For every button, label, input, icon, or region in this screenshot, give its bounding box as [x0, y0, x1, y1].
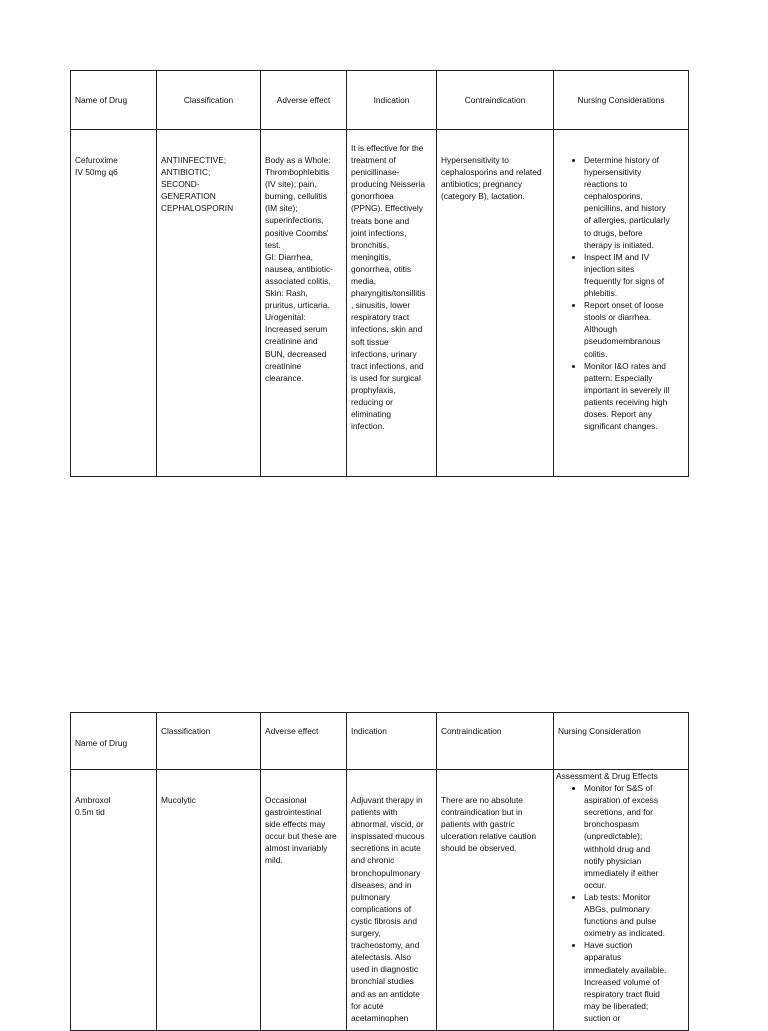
text-line: nausea, antibiotic-: [265, 263, 333, 274]
cell-adverse-effect: [261, 770, 347, 1031]
cell-classification: [157, 130, 261, 477]
header-indication: Indication: [347, 71, 437, 130]
text-line: pharyngitis/tonsillitis: [351, 288, 426, 299]
text-line: media,: [351, 276, 377, 287]
text-line: creatinine: [265, 360, 302, 371]
text-line: cephalosporins and related: [441, 167, 542, 178]
header-nursing-consideration: Nursing Consideration: [554, 713, 689, 770]
text-line: Adjuvant therapy in: [351, 795, 423, 805]
text-line: soft tissue: [351, 336, 389, 347]
cell-adverse-effect: [261, 130, 347, 477]
text-line: meningitis,: [351, 251, 392, 262]
text-line: GENERATION: [161, 191, 216, 202]
text-line: and chronic: [351, 855, 395, 866]
text-line: Increased serum: [265, 324, 328, 335]
text-line: bronchial studies: [351, 976, 414, 987]
text-line: and as an antidote: [351, 988, 420, 999]
text-line: (PPNG). Effectively: [351, 203, 423, 214]
text-line: patients with gastric: [441, 819, 515, 830]
table-header-row: [71, 71, 689, 130]
nursing-section-title: Assessment & Drug Effects: [556, 771, 658, 781]
table-header-row: [71, 713, 689, 770]
text-line: ANTIBIOTIC;: [161, 167, 211, 178]
list-item: • Determine history of hypersensitivity reactions to cephalosporins, penicillins, and history of allergies, particularly to drugs, before therapy is initiated.: [584, 154, 684, 251]
text-line: SECOND-: [161, 179, 200, 190]
drug-table-ambroxol: [70, 712, 689, 1031]
text-line: bronchitis,: [351, 239, 390, 250]
cell-classification: [157, 770, 261, 1031]
text-line: is used for surgical: [351, 372, 421, 383]
text-line: , sinusitis, lower: [351, 300, 411, 311]
text-line: reducing or: [351, 396, 393, 407]
text-line: infection.: [351, 421, 385, 432]
text-line: diseases, and in: [351, 879, 412, 890]
text-line: gonorrhoea: [351, 191, 394, 202]
cell-drug-name: [71, 130, 157, 477]
header-contraindication: Contraindication: [437, 71, 554, 130]
table-row: [71, 770, 689, 1031]
list-item: • Monitor for S&S of aspiration of excess secretions, and for bronchospasm (unpredictable); withhold drug and notify physician immediately if either occur.: [584, 782, 684, 891]
text-line: penicillinase-: [351, 167, 400, 178]
text-line: (IM site);: [265, 203, 298, 214]
text-line: GI: Diarrhea,: [265, 251, 313, 262]
text-line: eliminating: [351, 409, 392, 420]
text-line: cystic fibrosis and: [351, 915, 418, 926]
cell-contraindication: [437, 770, 554, 1031]
text-line: surgery,: [351, 928, 381, 939]
text-line: for acute: [351, 1000, 384, 1011]
cell-drug-name: [71, 770, 157, 1031]
text-line: mild.: [265, 855, 283, 866]
text-line: Ambroxol: [75, 795, 111, 805]
text-line: test.: [265, 239, 281, 250]
text-line: side effects may: [265, 819, 326, 830]
header-contraindication: Contraindication: [437, 713, 554, 770]
text-line: bronchopulmonary: [351, 867, 421, 878]
text-line: positive Coombs': [265, 227, 329, 238]
header-adverse-effect: Adverse effect: [261, 71, 347, 130]
drug-table-cefuroxime: [70, 70, 689, 477]
text-line: Occasional: [265, 795, 307, 805]
text-line: pulmonary: [351, 891, 391, 902]
list-item: • Lab tests: Monitor ABGs, pulmonary functions and pulse oximetry as indicated.: [584, 891, 684, 939]
list-item: • Report onset of loose stools or diarrhea. Although pseudomembranous colitis.: [584, 299, 684, 359]
text-line: respiratory tract: [351, 312, 410, 323]
header-indication: Indication: [347, 713, 437, 770]
header-classification: Classification: [157, 71, 261, 130]
header-nursing-considerations: Nursing Considerations: [554, 71, 689, 130]
cell-nursing-consideration: [554, 770, 689, 1031]
text-line: associated colitis.: [265, 275, 331, 286]
cell-contraindication: [437, 130, 554, 477]
header-classification: Classification: [157, 713, 261, 770]
text-line: complications of: [351, 903, 412, 914]
text-line: gonorrhea, otitis: [351, 263, 412, 274]
text-line: (IV site); pain,: [265, 179, 317, 190]
text-line: Body as a Whole:: [265, 155, 331, 165]
cell-nursing-considerations: [554, 130, 689, 477]
text-line: atelectasis. Also: [351, 952, 412, 963]
text-line: ulceration relative caution: [441, 831, 536, 842]
text-line: treatment of: [351, 155, 396, 166]
text-line: IV 50mg q6: [75, 167, 118, 178]
text-line: gastrointestinal: [265, 807, 322, 818]
text-line: prophylaxis,: [351, 384, 396, 395]
text-line: joint infections,: [351, 227, 407, 238]
text-line: tracheostomy, and: [351, 940, 420, 951]
text-line: (category B), lactation.: [441, 191, 525, 202]
text-line: Skin: Rash,: [265, 288, 308, 299]
text-line: producing Neisseria: [351, 179, 426, 190]
text-line: creatinine and: [265, 336, 318, 347]
text-line: tract infections, and: [351, 360, 424, 371]
text-line: used in diagnostic: [351, 964, 419, 975]
text-line: Mucolytic: [161, 795, 196, 805]
cell-indication: [347, 770, 437, 1031]
text-line: inspissated mucous: [351, 831, 425, 842]
text-line: It is effective for the: [351, 143, 424, 153]
text-line: There are no absolute: [441, 795, 523, 805]
text-line: ANTIINFECTIVE;: [161, 155, 227, 165]
text-line: Cefuroxime: [75, 155, 118, 165]
header-name-of-drug-label: Name of Drug: [75, 738, 128, 748]
text-line: contraindication but in: [441, 807, 523, 818]
text-line: superinfections,: [265, 215, 324, 226]
text-line: patients with: [351, 807, 398, 818]
list-item: • Monitor I&O rates and pattern: Especially important in severely ill patients receiving high doses. Report any significant changes.: [584, 360, 684, 433]
header-adverse-effect: Adverse effect: [261, 713, 347, 770]
text-line: should be observed.: [441, 843, 517, 854]
table-row: [71, 130, 689, 477]
text-line: acetaminophen: [351, 1012, 409, 1023]
text-line: infections, urinary: [351, 348, 417, 359]
text-line: clearance.: [265, 372, 304, 383]
list-item: • Inspect IM and IV injection sites frequently for signs of phlebitis.: [584, 251, 684, 299]
header-name-of-drug: [71, 713, 157, 770]
text-line: 0.5m tid: [75, 807, 105, 818]
text-line: secretions in acute: [351, 843, 421, 854]
header-name-of-drug: Name of Drug: [71, 71, 157, 130]
text-line: Hypersensitivity to: [441, 155, 509, 165]
text-line: BUN, decreased: [265, 348, 327, 359]
text-line: almost invariably: [265, 843, 328, 854]
text-line: infections, skin and: [351, 324, 423, 335]
text-line: abnormal, viscid, or: [351, 819, 424, 830]
list-item: • Have suction apparatus immediately available. Increased volume of respiratory tract fluid may be liberated; suction or: [584, 939, 684, 1024]
text-line: pruritus, urticaria.: [265, 300, 330, 311]
text-line: antibiotics; pregnancy: [441, 179, 523, 190]
text-line: occur but these are: [265, 831, 337, 842]
text-line: CEPHALOSPORIN: [161, 203, 234, 214]
text-line: burning, cellulitis: [265, 191, 327, 202]
text-line: Thrombophlebitis: [265, 167, 330, 178]
text-line: Urogenital:: [265, 312, 306, 323]
text-line: treats bone and: [351, 215, 410, 226]
cell-indication: [347, 130, 437, 477]
